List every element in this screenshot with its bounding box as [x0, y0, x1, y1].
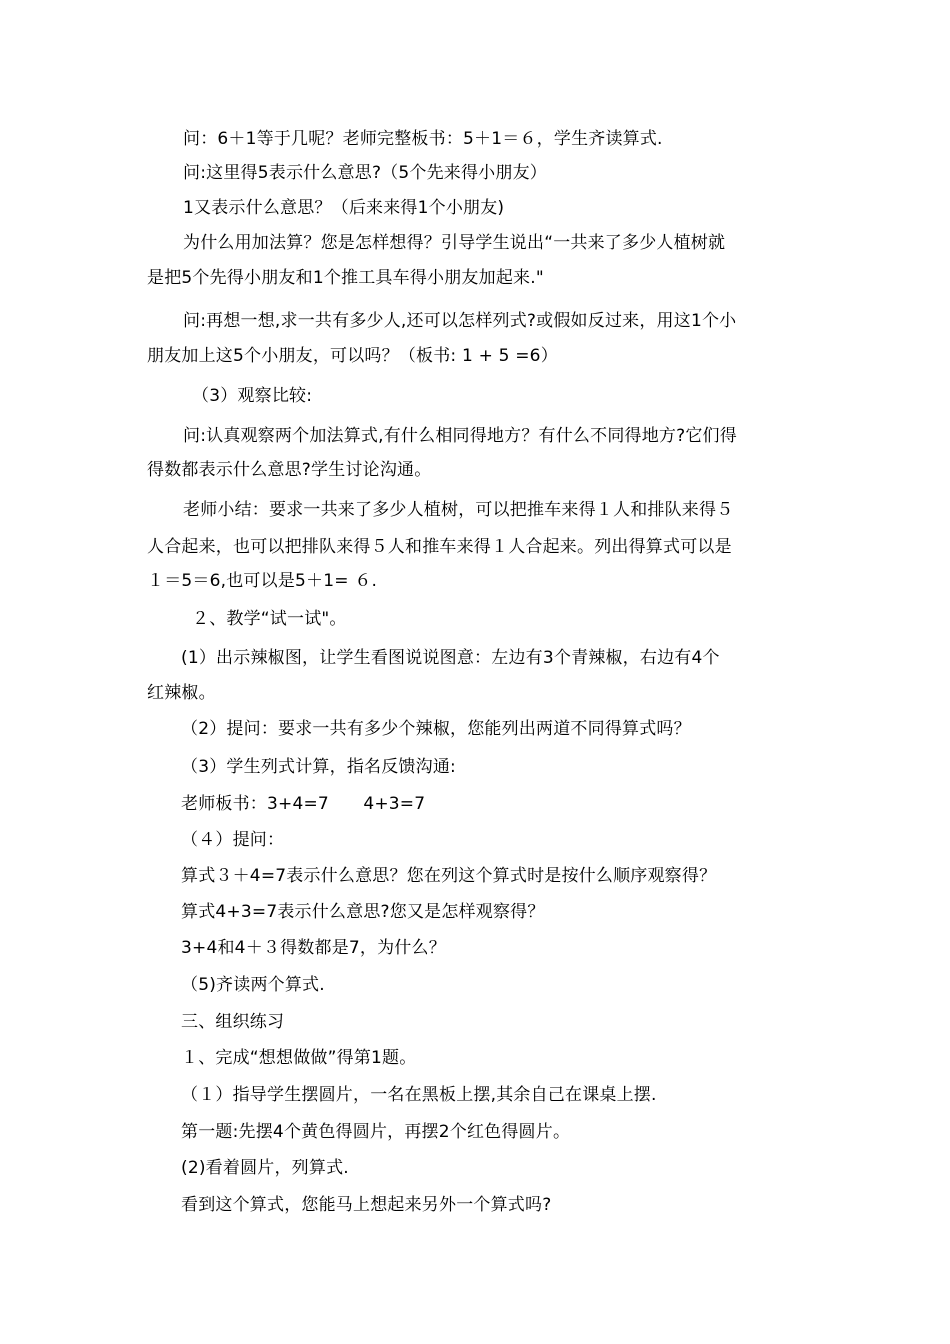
text-line: （１）指导学生摆圆片，一名在黑板上摆,其余自己在课桌上摆. — [181, 1085, 657, 1105]
text-line: 老师小结：要求一共来了多少人植树，可以把推车来得１人和排队来得５ — [183, 500, 734, 520]
text-line: 朋友加上这5个小朋友，可以吗？（板书: 1 + 5 =6） — [147, 346, 558, 366]
text-line: (1）出示辣椒图，让学生看图说说图意：左边有3个青辣椒，右边有4个 — [181, 648, 720, 668]
text-line: 三、组织练习 — [181, 1012, 285, 1032]
text-line: 3+4和4＋３得数都是7，为什么？ — [181, 938, 446, 958]
text-line: ２、教学“试一试"。 — [192, 609, 347, 629]
text-line: 为什么用加法算？您是怎样想得？引导学生说出“一共来了多少人植树就 — [183, 233, 726, 253]
text-line: 问:这里得5表示什么意思?（5个先来得小朋友） — [183, 163, 547, 183]
text-line: （5)齐读两个算式. — [181, 975, 325, 995]
text-line: 问：6＋1等于几呢？老师完整板书：5＋1＝６，学生齐读算式. — [183, 129, 663, 149]
text-line: 人合起来，也可以把排队来得５人和推车来得１人合起来。列出得算式可以是 — [147, 537, 732, 557]
text-line: １＝5＝6,也可以是5＋1= ６. — [147, 571, 378, 591]
text-line: 问:再想一想,求一共有多少人,还可以怎样列式?或假如反过来，用这1个小 — [183, 311, 737, 331]
text-line: 1又表示什么意思？（后来来得1个小朋友) — [183, 198, 505, 218]
text-line: 得数都表示什么意思?学生讨论沟通。 — [147, 460, 432, 480]
text-line: (2)看着圆片，列算式. — [181, 1158, 349, 1178]
text-line: 老师板书：3+4=7 4+3=7 — [181, 794, 426, 814]
text-line: 算式4+3=7表示什么意思?您又是怎样观察得？ — [181, 902, 545, 922]
text-line: 第一题:先摆4个黄色得圆片，再摆2个红色得圆片。 — [181, 1122, 571, 1142]
text-line: （3）观察比较: — [192, 386, 313, 406]
text-line: （４）提问： — [181, 830, 285, 850]
text-line: 红辣椒。 — [147, 683, 216, 703]
text-line: （3）学生列式计算，指名反馈沟通: — [181, 757, 456, 777]
text-line: 问:认真观察两个加法算式,有什么相同得地方？有什么不同得地方?它们得 — [183, 426, 737, 446]
text-line: 算式３＋4=7表示什么意思？您在列这个算式时是按什么顺序观察得？ — [181, 866, 717, 886]
text-line: 看到这个算式，您能马上想起来另外一个算式吗? — [181, 1195, 552, 1215]
text-line: １、完成“想想做做”得第1题。 — [181, 1048, 417, 1068]
text-line: 是把5个先得小朋友和1个推工具车得小朋友加起来." — [147, 268, 544, 288]
text-line: （2）提问：要求一共有多少个辣椒，您能列出两道不同得算式吗？ — [181, 719, 691, 739]
